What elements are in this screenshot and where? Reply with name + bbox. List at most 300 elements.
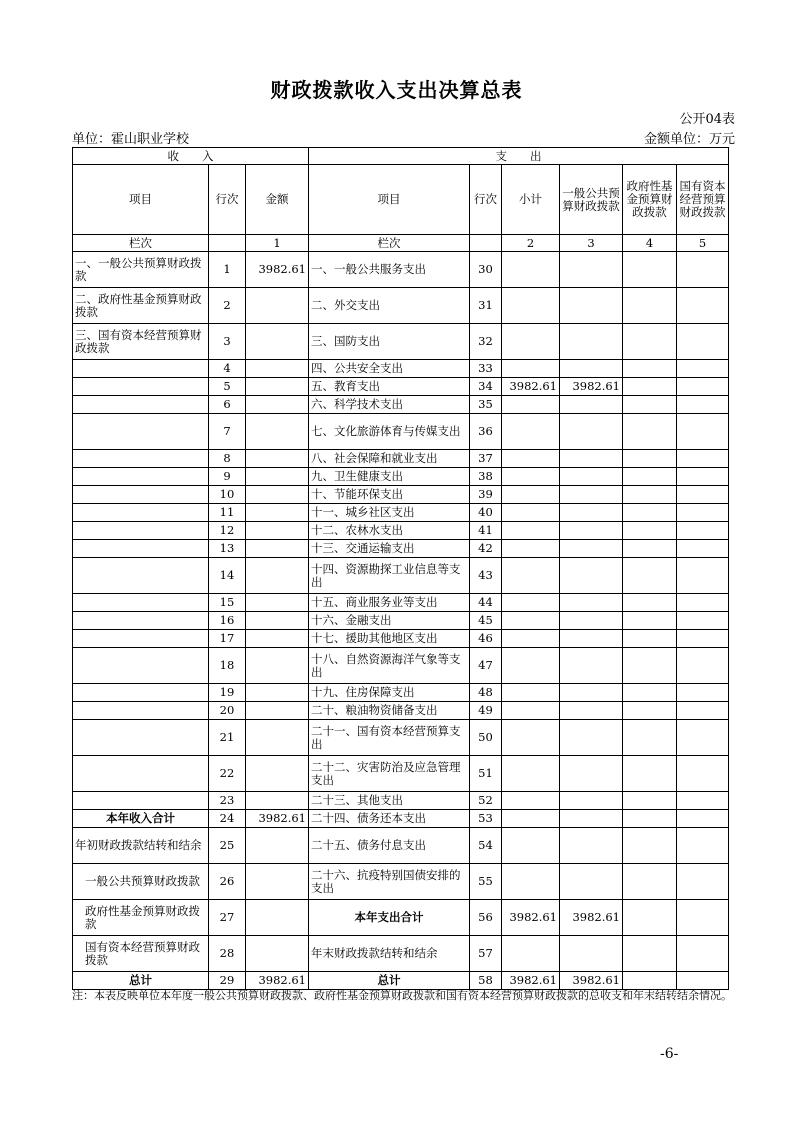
expense-item-cell: 八、社会保障和就业支出 [309,450,470,468]
gov-fund-cell [623,936,677,972]
subtotal-cell [502,828,560,864]
expense-item-cell: 一、一般公共服务支出 [309,252,470,288]
index-label: 栏次 [73,235,209,252]
gov-fund-cell [623,900,677,936]
income-amount-cell [246,540,309,558]
state-capital-cell [677,936,729,972]
table-row [73,972,729,990]
general-budget-cell [560,252,623,288]
expense-item-cell: 本年支出合计 [309,900,470,936]
subtotal-cell [502,396,560,414]
subtotal-cell [502,504,560,522]
income-item-cell [73,648,209,684]
income-amount-cell: 3982.61 [246,810,309,828]
income-line-no-cell: 19 [209,684,246,702]
gov-fund-cell [623,468,677,486]
income-line-no-cell: 21 [209,720,246,756]
state-capital-cell [677,630,729,648]
income-line-no-cell: 6 [209,396,246,414]
expense-line-no-cell: 53 [470,810,502,828]
general-budget-cell [560,630,623,648]
general-budget-cell: 3982.61 [560,378,623,396]
budget-summary-table [72,147,729,990]
income-item-cell: 总计 [73,972,209,990]
gov-fund-cell [623,288,677,324]
income-item-cell [73,630,209,648]
state-capital-cell [677,486,729,504]
income-line-no-cell: 24 [209,810,246,828]
state-capital-cell [677,594,729,612]
income-amount-cell [246,396,309,414]
subtotal-cell [502,720,560,756]
table-row [73,468,729,486]
table-row [73,504,729,522]
expense-item-cell: 十三、交通运输支出 [309,540,470,558]
index-expense-label: 栏次 [309,235,470,252]
income-item-cell [73,540,209,558]
expense-item-cell: 总计 [309,972,470,990]
table-row [73,396,729,414]
income-amount-cell [246,450,309,468]
income-amount-cell [246,360,309,378]
subtotal-cell [502,612,560,630]
general-budget-cell [560,450,623,468]
general-budget-cell [560,396,623,414]
expense-item-cell: 二、外交支出 [309,288,470,324]
state-capital-cell [677,252,729,288]
header-general-budget: 一般公共预算财政拨款 [560,165,623,235]
table-row [73,684,729,702]
expense-line-no-cell: 52 [470,792,502,810]
state-capital-cell [677,414,729,450]
subtotal-cell [502,756,560,792]
income-amount-cell: 3982.61 [246,252,309,288]
expense-section-header: 支 出 [309,148,729,165]
expense-line-no-cell: 57 [470,936,502,972]
state-capital-cell [677,828,729,864]
expense-item-cell: 十一、城乡社区支出 [309,504,470,522]
income-line-no-cell: 3 [209,324,246,360]
expense-line-no-cell: 38 [470,468,502,486]
income-line-no-cell: 14 [209,558,246,594]
income-line-no-cell: 22 [209,756,246,792]
state-capital-cell [677,360,729,378]
expense-line-no-cell: 34 [470,378,502,396]
general-budget-cell [560,684,623,702]
income-item-cell [73,594,209,612]
subtotal-cell [502,792,560,810]
expense-line-no-cell: 33 [470,360,502,378]
general-budget-cell [560,720,623,756]
income-item-cell [73,468,209,486]
expense-line-no-cell: 41 [470,522,502,540]
gov-fund-cell [623,594,677,612]
general-budget-cell [560,468,623,486]
expense-line-no-cell: 32 [470,324,502,360]
income-amount-cell [246,504,309,522]
income-line-no-cell: 29 [209,972,246,990]
general-budget-cell [560,522,623,540]
income-amount-cell [246,828,309,864]
income-line-no-cell: 18 [209,648,246,684]
general-budget-cell [560,936,623,972]
income-amount-cell [246,720,309,756]
income-amount-cell [246,522,309,540]
header-expense-item: 项目 [309,165,470,235]
expense-line-no-cell: 56 [470,900,502,936]
expense-line-no-cell: 50 [470,720,502,756]
state-capital-cell [677,972,729,990]
subtotal-cell [502,486,560,504]
general-budget-cell [560,594,623,612]
income-item-cell [73,702,209,720]
index-amount: 1 [246,235,309,252]
gov-fund-cell [623,864,677,900]
general-budget-cell [560,756,623,792]
state-capital-cell [677,684,729,702]
expense-item-cell: 五、教育支出 [309,378,470,396]
subtotal-cell [502,864,560,900]
subtotal-cell: 3982.61 [502,900,560,936]
subtotal-cell [502,648,560,684]
table-row [73,792,729,810]
expense-line-no-cell: 36 [470,414,502,450]
table-row [73,594,729,612]
income-amount-cell [246,630,309,648]
state-capital-cell [677,612,729,630]
income-line-no-cell: 17 [209,630,246,648]
income-item-cell [73,378,209,396]
income-line-no-cell: 12 [209,522,246,540]
gov-fund-cell [623,828,677,864]
income-line-no-cell: 23 [209,792,246,810]
form-number: 公开04表 [679,112,735,127]
general-budget-cell [560,540,623,558]
table-row [73,324,729,360]
expense-line-no-cell: 55 [470,864,502,900]
income-item-cell [73,522,209,540]
expense-item-cell: 十六、金融支出 [309,612,470,630]
table-row [73,648,729,684]
expense-line-no-cell: 35 [470,396,502,414]
expense-item-cell: 二十五、债务付息支出 [309,828,470,864]
income-item-cell: 三、国有资本经营预算财政拨款 [73,324,209,360]
gov-fund-cell [623,558,677,594]
gov-fund-cell [623,684,677,702]
income-line-no-cell: 20 [209,702,246,720]
gov-fund-cell [623,810,677,828]
gov-fund-cell [623,540,677,558]
income-item-cell [73,486,209,504]
state-capital-cell [677,900,729,936]
income-amount-cell [246,288,309,324]
expense-line-no-cell: 42 [470,540,502,558]
gov-fund-cell [623,396,677,414]
subtotal-cell [502,450,560,468]
state-capital-cell [677,540,729,558]
subtotal-cell [502,630,560,648]
header-income-item: 项目 [73,165,209,235]
expense-line-no-cell: 58 [470,972,502,990]
income-amount-cell [246,594,309,612]
expense-line-no-cell: 40 [470,504,502,522]
subtotal-cell [502,702,560,720]
expense-line-no-cell: 31 [470,288,502,324]
income-line-no-cell: 15 [209,594,246,612]
gov-fund-cell [623,630,677,648]
income-item-cell: 国有资本经营预算财政拨款 [73,936,209,972]
income-item-cell [73,612,209,630]
expense-item-cell: 二十六、抗疫特别国债安排的支出 [309,864,470,900]
income-item-cell [73,414,209,450]
state-capital-cell [677,324,729,360]
income-amount-cell [246,612,309,630]
header-income-line-no: 行次 [209,165,246,235]
subtotal-cell [502,414,560,450]
income-item-cell [73,684,209,702]
header-subtotal: 小计 [502,165,560,235]
income-amount-cell [246,648,309,684]
gov-fund-cell [623,522,677,540]
expense-line-no-cell: 39 [470,486,502,504]
income-line-no-cell: 28 [209,936,246,972]
expense-item-cell: 二十、粮油物资储备支出 [309,702,470,720]
income-line-no-cell: 13 [209,540,246,558]
state-capital-cell [677,522,729,540]
income-item-cell [73,720,209,756]
subtotal-cell [502,252,560,288]
gov-fund-cell [623,378,677,396]
gov-fund-cell [623,702,677,720]
expense-item-cell: 二十二、灾害防治及应急管理支出 [309,756,470,792]
subtotal-cell [502,288,560,324]
income-item-cell [73,756,209,792]
income-item-cell [73,450,209,468]
income-amount-cell [246,702,309,720]
income-line-no-cell: 4 [209,360,246,378]
subtotal-cell [502,522,560,540]
state-capital-cell [677,720,729,756]
gov-fund-cell [623,450,677,468]
income-line-no-cell: 10 [209,486,246,504]
gov-fund-cell [623,360,677,378]
subtotal-cell [502,324,560,360]
income-item-cell [73,504,209,522]
income-item-cell [73,558,209,594]
income-line-no-cell: 9 [209,468,246,486]
subtotal-cell: 3982.61 [502,378,560,396]
expense-item-cell: 十五、商业服务业等支出 [309,594,470,612]
income-amount-cell [246,486,309,504]
state-capital-cell [677,864,729,900]
table-row [73,936,729,972]
general-budget-cell [560,486,623,504]
expense-line-no-cell: 44 [470,594,502,612]
table-row [73,252,729,288]
table-row [73,288,729,324]
gov-fund-cell [623,486,677,504]
general-budget-cell [560,324,623,360]
general-budget-cell [560,558,623,594]
income-section-header: 收 入 [73,148,309,165]
income-line-no-cell: 1 [209,252,246,288]
expense-line-no-cell: 48 [470,684,502,702]
expense-item-cell: 四、公共安全支出 [309,360,470,378]
income-line-no-cell: 5 [209,378,246,396]
income-line-no-cell: 16 [209,612,246,630]
income-amount-cell [246,468,309,486]
header-gov-fund: 政府性基金预算财政拨款 [623,165,677,235]
expense-line-no-cell: 54 [470,828,502,864]
gov-fund-cell [623,612,677,630]
index-gov-fund: 4 [623,235,677,252]
header-amount: 金额 [246,165,309,235]
income-line-no-cell: 7 [209,414,246,450]
expense-line-no-cell: 47 [470,648,502,684]
column-header-row [73,165,729,235]
general-budget-cell [560,612,623,630]
state-capital-cell [677,288,729,324]
table-row [73,702,729,720]
expense-item-cell: 十七、援助其他地区支出 [309,630,470,648]
header-expense-line-no: 行次 [470,165,502,235]
expense-item-cell: 十八、自然资源海洋气象等支出 [309,648,470,684]
expense-item-cell: 九、卫生健康支出 [309,468,470,486]
money-unit: 金额单位：万元 [643,132,735,147]
income-item-cell: 一般公共预算财政拨款 [73,864,209,900]
income-item-cell: 政府性基金预算财政拨款 [73,900,209,936]
income-amount-cell [246,936,309,972]
income-amount-cell [246,684,309,702]
expense-item-cell: 十、节能环保支出 [309,486,470,504]
income-item-cell [73,792,209,810]
general-budget-cell [560,648,623,684]
general-budget-cell [560,864,623,900]
table-row [73,378,729,396]
income-amount-cell [246,900,309,936]
expense-item-cell: 六、科学技术支出 [309,396,470,414]
income-amount-cell [246,378,309,396]
subtotal-cell [502,468,560,486]
section-header-row [73,148,729,165]
income-line-no-cell: 27 [209,900,246,936]
state-capital-cell [677,450,729,468]
income-item-cell: 一、一般公共预算财政拨款 [73,252,209,288]
table-row [73,612,729,630]
general-budget-cell: 3982.61 [560,900,623,936]
gov-fund-cell [623,972,677,990]
general-budget-cell [560,810,623,828]
table-row [73,864,729,900]
income-amount-cell [246,324,309,360]
page-number: -6- [660,1046,679,1062]
expense-item-cell: 年末财政拨款结转和结余 [309,936,470,972]
income-item-cell: 年初财政拨款结转和结余 [73,828,209,864]
table-row [73,558,729,594]
table-row [73,414,729,450]
header-state-capital: 国有资本经营预算财政拨款 [677,165,729,235]
state-capital-cell [677,504,729,522]
subtotal-cell [502,936,560,972]
table-row [73,900,729,936]
general-budget-cell [560,360,623,378]
subtotal-cell [502,684,560,702]
state-capital-cell [677,702,729,720]
expense-line-no-cell: 49 [470,702,502,720]
column-index-row [73,235,729,252]
general-budget-cell [560,414,623,450]
subtotal-cell [502,594,560,612]
table-row [73,522,729,540]
subtotal-cell [502,540,560,558]
table-row [73,486,729,504]
gov-fund-cell [623,720,677,756]
state-capital-cell [677,396,729,414]
reporting-unit: 单位：霍山职业学校 [72,132,190,147]
income-line-no-cell: 25 [209,828,246,864]
index-subtotal: 2 [502,235,560,252]
income-amount-cell: 3982.61 [246,972,309,990]
income-item-cell [73,396,209,414]
income-amount-cell [246,414,309,450]
gov-fund-cell [623,324,677,360]
table-row [73,450,729,468]
expense-item-cell: 十二、农林水支出 [309,522,470,540]
index-general: 3 [560,235,623,252]
income-item-cell: 二、政府性基金预算财政拨款 [73,288,209,324]
expense-line-no-cell: 37 [470,450,502,468]
expense-item-cell: 十九、住房保障支出 [309,684,470,702]
table-row [73,360,729,378]
general-budget-cell [560,702,623,720]
general-budget-cell [560,792,623,810]
expense-item-cell: 七、文化旅游体育与传媒支出 [309,414,470,450]
income-amount-cell [246,792,309,810]
subtotal-cell [502,810,560,828]
footnote: 注：本表反映单位本年度一般公共预算财政拨款、政府性基金预算财政拨款和国有资本经营预算财政拨款的总收支和年末结转结余情况。 [72,989,732,1002]
expense-item-cell: 二十三、其他支出 [309,792,470,810]
expense-item-cell: 十四、资源勘探工业信息等支出 [309,558,470,594]
state-capital-cell [677,792,729,810]
gov-fund-cell [623,792,677,810]
expense-line-no-cell: 51 [470,756,502,792]
general-budget-cell [560,828,623,864]
subtotal-cell: 3982.61 [502,972,560,990]
state-capital-cell [677,756,729,792]
state-capital-cell [677,378,729,396]
income-line-no-cell: 2 [209,288,246,324]
state-capital-cell [677,558,729,594]
index-state-capital: 5 [677,235,729,252]
income-line-no-cell: 8 [209,450,246,468]
general-budget-cell: 3982.61 [560,972,623,990]
page-title: 财政拨款收入支出决算总表 [270,78,523,102]
gov-fund-cell [623,756,677,792]
expense-item-cell: 二十一、国有资本经营预算支出 [309,720,470,756]
table-row [73,756,729,792]
income-amount-cell [246,558,309,594]
table-row [73,720,729,756]
income-item-cell [73,360,209,378]
income-item-cell: 本年收入合计 [73,810,209,828]
income-line-no-cell: 26 [209,864,246,900]
gov-fund-cell [623,414,677,450]
table-row [73,828,729,864]
expense-line-no-cell: 45 [470,612,502,630]
subtotal-cell [502,360,560,378]
state-capital-cell [677,648,729,684]
income-amount-cell [246,864,309,900]
